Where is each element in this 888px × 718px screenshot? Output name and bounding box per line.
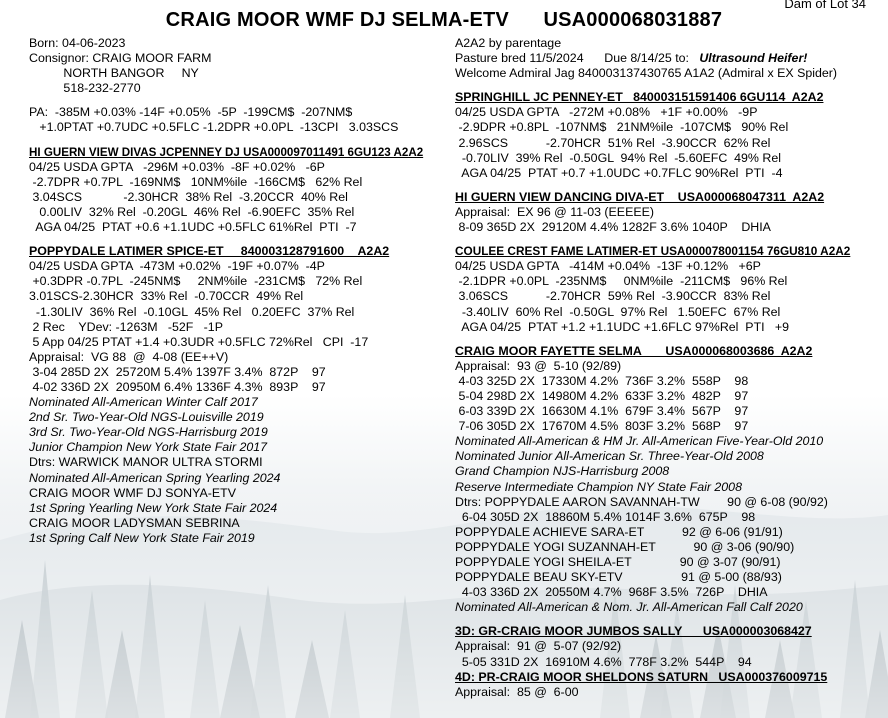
- dancing-diva-section: [455, 190, 885, 235]
- springhill-section: [455, 90, 885, 181]
- pa-line: +1.0PTAT +0.7UDC +0.5FLC -1.2DPR +0.0PL -13CPI 3.03SCS: [29, 120, 399, 135]
- dancing-diva-line: 8-09 365D 2X 29120M 4.4% 1282F 3.6% 1040P DHIA: [455, 220, 771, 235]
- fayette-dtr: 4-03 336D 2X 20550M 4.7% 968F 3.5% 726P DHIA: [455, 585, 768, 600]
- springhill-line: -2.9DPR +0.8PL -107NM$ 21NM%ile -107CM$ 90% Rel: [455, 120, 789, 135]
- pasture-bred: [455, 51, 885, 66]
- fayette-honor: Nominated All-American & HM Jr. All-American Five-Year-Old 2010: [455, 434, 824, 449]
- born-date: Born: 04-06-2023: [29, 36, 126, 50]
- consignor-name: Consignor: CRAIG MOOR FARM: [29, 51, 212, 66]
- third-dam-header: 3D: GR-CRAIG MOOR JUMBOS SALLY USA000003068427: [455, 624, 812, 639]
- fayette-record: 5-04 298D 2X 14980M 4.2% 633F 3.2% 482P 97: [455, 388, 749, 403]
- coulee-section: [455, 244, 885, 335]
- third-dam-line: 5-05 331D 2X 16910M 4.6% 778F 3.2% 544P 94: [455, 654, 752, 669]
- mgs-dtr-honor: 1st Spring Calf New York State Fair 2019: [29, 530, 255, 545]
- fayette-record: 6-03 339D 2X 16630M 4.1% 679F 3.4% 567P 97: [455, 404, 749, 419]
- mgs-honor: 2nd Sr. Two-Year-Old NGS-Louisville 2019: [29, 410, 264, 425]
- dancing-diva-header: HI GUERN VIEW DANCING DIVA-ET USA000068047311 A2A2: [455, 189, 825, 204]
- page-title: CRAIG MOOR WMF DJ SELMA-ETV USA000068031887: [165, 9, 723, 31]
- fayette-honor: Grand Champion NJS-Harrisburg 2008: [455, 464, 670, 479]
- fayette-dtr: Dtrs: POPPYDALE AARON SAVANNAH-TW 90 @ 6-08 (90/92): [455, 494, 828, 509]
- pasture-bred-text: Pasture bred 11/5/2024 Due 8/14/25 to:: [455, 51, 689, 66]
- mgs-honor: Nominated All-American Winter Calf 2017: [29, 395, 258, 410]
- mgs-section: [29, 244, 449, 546]
- fayette-dtr: POPPYDALE YOGI SUZANNAH-ET 90 @ 3-06 (90/90): [455, 539, 795, 554]
- consignor-location: NORTH BANGOR NY: [29, 66, 199, 81]
- mgs-record: 4-02 336D 2X 20950M 6.4% 1336F 4.3% 893P 97: [29, 379, 326, 394]
- fayette-dtr: POPPYDALE ACHIEVE SARA-ET 92 @ 6-06 (91/91): [455, 524, 783, 539]
- springhill-line: AGA 04/25 PTAT +0.7 +1.0UDC +0.7FLC 90%Rel PTI -4: [455, 165, 783, 180]
- fayette-dtr: POPPYDALE YOGI SHEILA-ET 90 @ 3-07 (90/91): [455, 555, 781, 569]
- left-column: [29, 36, 449, 546]
- mgs-appraisal: Appraisal: VG 88 @ 4-08 (EE++V): [29, 349, 229, 364]
- coulee-header: COULEE CREST FAME LATIMER-ET USA000078001154 76GU810 A2A2: [455, 244, 851, 259]
- springhill-line: 04/25 USDA GPTA -272M +0.08% +1F +0.00% -9P: [455, 105, 758, 120]
- fourth-dam-header: 4D: PR-CRAIG MOOR SHELDONS SATURN USA000376009715: [455, 669, 828, 684]
- fayette-honor: Nominated Junior All-American Sr. Three-Year-Old 2008: [455, 449, 764, 464]
- sire-line: 3.04SCS -2.30HCR 38% Rel -3.20CCR 40% Rel: [29, 189, 348, 204]
- fayette-appraisal: Appraisal: 93 @ 5-10 (92/89): [455, 358, 622, 373]
- dancing-diva-line: Appraisal: EX 96 @ 11-03 (EEEEE): [455, 204, 654, 219]
- a2-status: A2A2 by parentage: [455, 36, 562, 50]
- sire-header: HI GUERN VIEW DIVAS JCPENNEY DJ USA000097011491 6GU123 A2A2: [29, 145, 424, 159]
- service-sire: Welcome Admiral Jag 840003137430765 A1A2 (Admiral x EX Spider): [455, 66, 838, 81]
- mgs-line: +0.3DPR -0.7PL -245NM$ 2NM%ile -231CM$ 72% Rel: [29, 274, 363, 289]
- fayette-record: 7-06 305D 2X 17670M 4.5% 803F 3.2% 568P 97: [455, 419, 749, 434]
- fayette-section: [455, 344, 885, 616]
- fayette-dtr-honor: Nominated All-American & Nom. Jr. All-American Fall Calf 2020: [455, 600, 803, 615]
- right-column: [455, 36, 885, 700]
- coulee-line: AGA 04/25 PTAT +1.2 +1.1UDC +1.6FLC 97%Rel PTI +9: [455, 319, 790, 334]
- fayette-dtr: 6-04 305D 2X 18860M 5.4% 1014F 3.6% 675P 98: [455, 509, 756, 524]
- mgs-line: 2 Rec YDev: -1263M -52F -1P: [29, 319, 223, 334]
- pa-section: [29, 105, 449, 135]
- mgs-line: -1.30LIV 36% Rel -0.10GL 45% Rel 0.20EFC 37% Rel: [29, 304, 355, 319]
- mgs-honor: 3rd Sr. Two-Year-Old NGS-Harrisburg 2019: [29, 425, 268, 440]
- mgs-dtr-honor: 1st Spring Yearling New York State Fair 2024: [29, 500, 278, 515]
- fayette-header: CRAIG MOOR FAYETTE SELMA USA000068003686 A2A2: [455, 343, 813, 358]
- mgs-line: 3.01SCS-2.30HCR 33% Rel -0.70CCR 49% Rel: [29, 289, 304, 304]
- coulee-line: -3.40LIV 60% Rel -0.50GL 97% Rel 1.50EFC 67% Rel: [455, 304, 781, 319]
- consignor-phone: 518-232-2770: [29, 81, 141, 96]
- ultrasound-note: Ultrasound Heifer!: [699, 51, 808, 66]
- mgs-line: 5 App 04/25 PTAT +1.4 +0.3UDR +0.5FLC 72%Rel CPI -17: [29, 334, 369, 349]
- third-dam-line: Appraisal: 91 @ 5-07 (92/92): [455, 639, 622, 654]
- coulee-line: -2.1DPR +0.0PL -235NM$ 0NM%ile -211CM$ 96% Rel: [455, 274, 788, 289]
- fourth-dam-section: [455, 670, 885, 700]
- mgs-line: 04/25 USDA GPTA -473M +0.02% -19F +0.07% -4P: [29, 259, 325, 274]
- fayette-record: 4-03 325D 2X 17330M 4.2% 736F 3.2% 558P 98: [455, 373, 749, 388]
- mgs-dtr: CRAIG MOOR WMF DJ SONYA-ETV: [29, 485, 236, 500]
- mgs-honor: Junior Champion New York State Fair 2017: [29, 440, 268, 455]
- third-dam-section: [455, 624, 885, 669]
- springhill-header: SPRINGHILL JC PENNEY-ET 840003151591406 6GU114 A2A2: [455, 90, 824, 105]
- springhill-line: 2.96SCS -2.70HCR 51% Rel -3.90CCR 62% Rel: [455, 135, 771, 150]
- lot-tag: Dam of Lot 34: [784, 0, 866, 11]
- sire-line: 0.00LIV 32% Rel -0.20GL 46% Rel -6.90EFC 35% Rel: [29, 204, 355, 219]
- sire-line: 04/25 USDA GPTA -296M +0.03% -8F +0.02% -6P: [29, 159, 325, 174]
- sire-line: -2.7DPR +0.7PL -169NM$ 10NM%ile -166CM$ 62% Rel: [29, 174, 363, 189]
- fourth-dam-line: Appraisal: 85 @ 6-00: [455, 684, 579, 699]
- springhill-line: -0.70LIV 39% Rel -0.50GL 94% Rel -5.60EFC 49% Rel: [455, 150, 781, 165]
- consignor-info: [29, 36, 449, 96]
- mgs-header: POPPYDALE LATIMER SPICE-ET 840003128791600 A2A2: [29, 244, 390, 259]
- sire-line: AGA 04/25 PTAT +0.6 +1.1UDC +0.5FLC 61%Rel PTI -7: [29, 220, 357, 235]
- coulee-line: 04/25 USDA GPTA -414M +0.04% -13F +0.12% +6P: [455, 259, 761, 274]
- fayette-dtr: POPPYDALE BEAU SKY-ETV 91 @ 5-00 (88/93): [455, 570, 782, 585]
- coulee-line: 3.06SCS -2.70HCR 59% Rel -3.90CCR 83% Rel: [455, 289, 771, 304]
- mgs-dtr: CRAIG MOOR LADYSMAN SEBRINA: [29, 515, 240, 530]
- sire-section: [29, 145, 449, 236]
- mgs-record: 3-04 285D 2X 25720M 5.4% 1397F 3.4% 872P 97: [29, 364, 326, 379]
- mgs-dtrs: Dtrs: WARWICK MANOR ULTRA STORMI: [29, 455, 263, 470]
- pa-line: PA: -385M +0.03% -14F +0.05% -5P -199CM$ -207NM$: [29, 105, 353, 120]
- mgs-dtr-honor: Nominated All-American Spring Yearling 2024: [29, 470, 281, 485]
- breeding-info: [455, 36, 885, 81]
- fayette-honor: Reserve Intermediate Champion NY State Fair 2008: [455, 479, 742, 494]
